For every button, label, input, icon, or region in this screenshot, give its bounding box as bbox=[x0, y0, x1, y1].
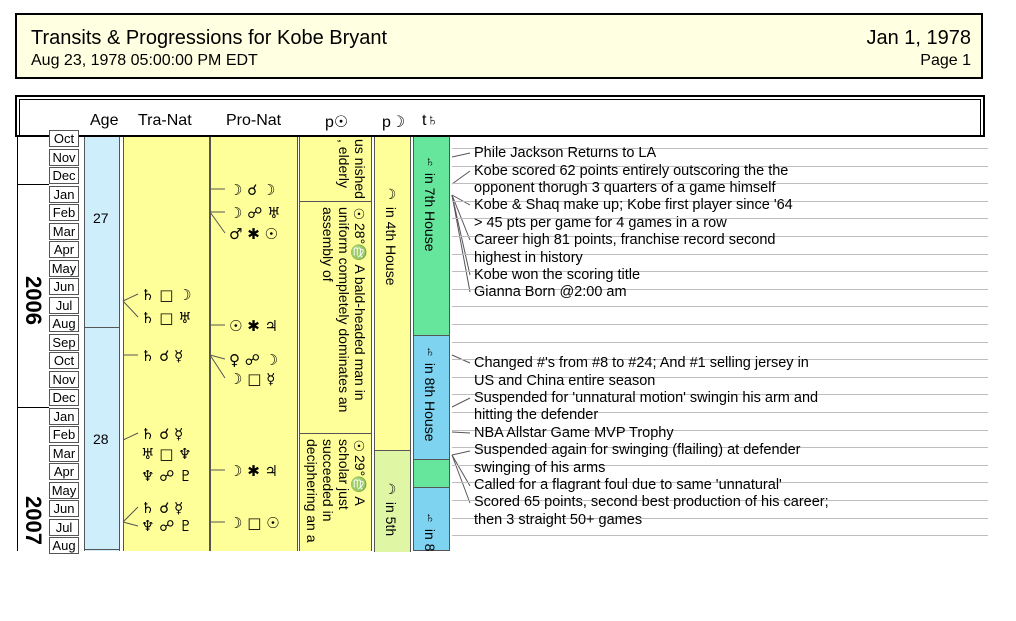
prog-sun-sextile-jupiter: ☉ ✱ ♃ bbox=[229, 317, 278, 335]
month-cell: Dec bbox=[49, 389, 79, 406]
report-title: Transits & Progressions for Kobe Bryant bbox=[31, 27, 388, 49]
col-pro-nat: Pro-Nat bbox=[226, 112, 282, 129]
t-saturn-text-8th-cont: ♄ in 8 bbox=[422, 509, 438, 552]
note-separator bbox=[452, 342, 988, 343]
event-note: Suspended for 'unnatural motion' swingin his arm and bbox=[474, 390, 819, 406]
month-cell: Aug bbox=[49, 315, 79, 332]
month-cell: May bbox=[49, 260, 79, 277]
t-saturn-text-8th: ♄ in 8th House bbox=[422, 343, 438, 442]
p-sun-text-29-virgo: ☉29°♍ A scholar just succeeded in deciphering an a bbox=[304, 439, 368, 543]
report-date: Jan 1, 1978 bbox=[866, 27, 971, 49]
event-note: Scored 65 points, second best production of his career; bbox=[474, 494, 829, 510]
transit-saturn-conj-mercury: ♄ ☌ ☿ bbox=[141, 347, 184, 365]
month-cell: Apr bbox=[49, 463, 79, 480]
p-moon-text-4th: ☽ in 4th House bbox=[383, 187, 399, 286]
month-cell: Feb bbox=[49, 204, 79, 221]
note-separator bbox=[452, 535, 988, 536]
birth-datetime: Aug 23, 1978 05:00:00 PM EDT bbox=[31, 52, 258, 69]
event-note: opponent thorugh 3 quarters of a game himself bbox=[474, 180, 776, 196]
report-header bbox=[15, 13, 983, 79]
p-sun-text-top: us nished , elderly bbox=[336, 139, 368, 199]
prog-moon-square-sun: ☽ □ ☉ bbox=[229, 514, 280, 532]
month-cell: Oct bbox=[49, 130, 79, 147]
month-cell: Mar bbox=[49, 223, 79, 240]
transit-neptune-opp-pluto-2: ♆ ☍ ♇ bbox=[141, 517, 193, 535]
event-note: NBA Allstar Game MVP Trophy bbox=[474, 425, 674, 441]
month-cell: Mar bbox=[49, 445, 79, 462]
age-value-28: 28 bbox=[93, 431, 109, 447]
month-cell: Dec bbox=[49, 167, 79, 184]
t-saturn-text-7th: ♄ in 7th House bbox=[422, 153, 438, 252]
note-separator bbox=[452, 324, 988, 325]
month-cell: Sep bbox=[49, 334, 79, 351]
month-cell: Nov bbox=[49, 149, 79, 166]
event-note: Phile Jackson Returns to LA bbox=[474, 145, 657, 161]
month-cell: Jul bbox=[49, 297, 79, 314]
p-moon-text-5th: ☽ in 5th bbox=[383, 482, 399, 537]
year-label-2007: 2007 bbox=[21, 496, 46, 545]
prog-moon-square-mercury: ☽ □ ☿ bbox=[229, 370, 276, 388]
event-note: Career high 81 points, franchise record second bbox=[474, 232, 776, 248]
month-cell: Jan bbox=[49, 186, 79, 203]
event-note: hitting the defender bbox=[474, 407, 599, 423]
event-note: Kobe & Shaq make up; Kobe first player since '64 bbox=[474, 197, 793, 213]
prog-venus-opp-moon: ♀ ☍ ☽ bbox=[229, 351, 279, 369]
transit-saturn-square-uranus: ♄ □ ♅ bbox=[141, 309, 192, 327]
month-cell: Jun bbox=[49, 500, 79, 517]
month-cell: Jul bbox=[49, 519, 79, 536]
event-note: then 3 straight 50+ games bbox=[474, 512, 643, 528]
event-note: > 45 pts per game for 4 games in a row bbox=[474, 215, 727, 231]
month-cell: Oct bbox=[49, 352, 79, 369]
transit-saturn-conj-mercury-3: ♄ ☌ ☿ bbox=[141, 499, 184, 517]
col-age: Age bbox=[90, 112, 119, 129]
age-value-27: 27 bbox=[93, 210, 109, 226]
prog-moon-conj-moon: ☽ ☌ ☽ bbox=[229, 181, 276, 199]
page-number: Page 1 bbox=[920, 52, 971, 69]
month-cell: Nov bbox=[49, 371, 79, 388]
event-note: US and China entire season bbox=[474, 373, 656, 389]
event-note: highest in history bbox=[474, 250, 583, 266]
prog-mars-sextile-sun: ♂ ✱ ☉ bbox=[229, 225, 278, 243]
transit-uranus-square-neptune: ♅ □ ♆ bbox=[141, 445, 192, 463]
prog-moon-sextile-jupiter: ☽ ✱ ♃ bbox=[229, 462, 278, 480]
month-cell: Jun bbox=[49, 278, 79, 295]
col-tra-nat: Tra-Nat bbox=[138, 112, 192, 129]
month-cell: Feb bbox=[49, 426, 79, 443]
event-note: Kobe scored 62 points entirely outscoring the the bbox=[474, 163, 789, 179]
p-sun-text-28-virgo: ☉28°♍ A bald-headed man in uniform completely dominates an assembly of bbox=[320, 207, 368, 413]
transit-saturn-square-moon: ♄ □ ☽ bbox=[141, 286, 192, 304]
prog-moon-opp-uranus: ☽ ☍ ♅ bbox=[229, 204, 281, 222]
col-p-sun: p☉ bbox=[325, 114, 349, 131]
column-header-bar bbox=[15, 95, 985, 137]
month-cell: Aug bbox=[49, 537, 79, 554]
year-label-2006: 2006 bbox=[21, 276, 46, 325]
month-cell: Jan bbox=[49, 408, 79, 425]
month-cell: May bbox=[49, 482, 79, 499]
event-note: Kobe won the scoring title bbox=[474, 267, 641, 283]
event-note: Suspended again for swinging (flailing) at defender bbox=[474, 442, 801, 458]
timeline-chart bbox=[0, 131, 1016, 553]
note-separator bbox=[452, 306, 988, 307]
transit-saturn-conj-mercury-2: ♄ ☌ ☿ bbox=[141, 425, 184, 443]
event-note: Called for a flagrant foul due to same 'unnatural' bbox=[474, 477, 782, 493]
event-note: Changed #'s from #8 to #24; And #1 selling jersey in bbox=[474, 355, 809, 371]
col-p-moon: p☽ bbox=[382, 114, 406, 131]
event-note: Gianna Born @2:00 am bbox=[474, 284, 627, 300]
transit-neptune-opp-pluto: ♆ ☍ ♇ bbox=[141, 467, 193, 485]
event-note: swinging of his arms bbox=[474, 460, 606, 476]
col-t-saturn: t♄ bbox=[422, 112, 439, 129]
month-cell: Apr bbox=[49, 241, 79, 258]
